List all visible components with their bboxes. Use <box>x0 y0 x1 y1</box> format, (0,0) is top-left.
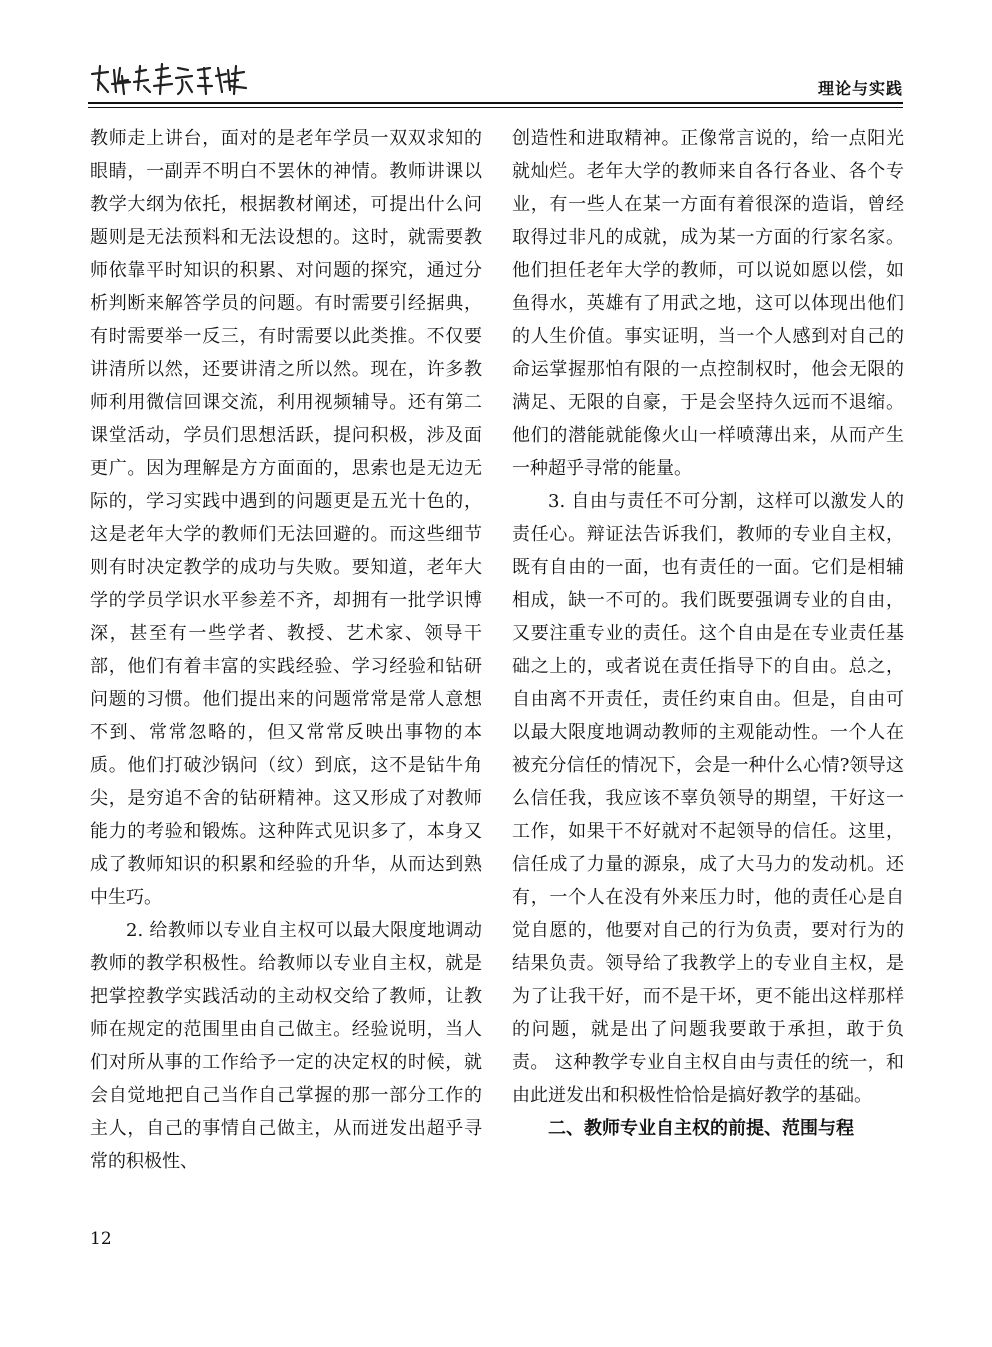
page-header <box>88 52 903 112</box>
left-paragraph-2: 2. 给教师以专业自主权可以最大限度地调动教师的教学积极性。给教师以专业自主权，就是把掌控教学实践活动的主动权交给了教师，让教师在规定的范围里由自己做主。经验说明，当人们对所从事的工作给予一定的决定权的时候，就会自觉地把自己当作自己掌握的那一部分工作的主人，自己的事情自己做主，从而迸发出超乎寻常的积极性、 <box>90 920 482 1172</box>
header-rule-thick <box>88 102 903 104</box>
right-paragraph-2: 3. 自由与责任不可分割，这样可以激发人的责任心。辩证法告诉我们，教师的专业自主权，既有自由的一面，也有责任的一面。它们是相辅相成，缺一不可的。我们既要强调专业的自由，又要注重专业的责任。这个自由是在专业责任基础之上的，或者说在责任指导下的自由。总之，自由离不开责任，责任约束自由。但是，自由可以最大限度地调动教师的主观能动性。一个人在被充分信任的情况下，会是一种什么心情?领导这么信任我，我应该不辜负领导的期望，干好这一工作，如果干不好就对不起领导的信任。这里，信任成了力量的源泉，成了大马力的发动机。还有，一个人在没有外来压力时，他的责任心是自觉自愿的，他要对自己的行为负责，要对行为的结果负责。领导给了我教学上的专业自主权，是为了让我干好，而不是干坏，更不能出这样那样的问题，就是出了问题我要敢于承担，敢于负责。 这种教学专业自主权自由与责任的统一，和由此迸发出和积极性恰恰是搞好教学的基础。 <box>512 491 904 1106</box>
right-paragraph-1: 创造性和进取精神。正像常言说的，给一点阳光就灿烂。老年大学的教师来自各行各业、各个专业，有一些人在某一方面有着很深的造诣，曾经取得过非凡的成就，成为某一方面的行家名家。他们担任老年大学的教师，可以说如愿以偿，如鱼得水，英雄有了用武之地，这可以体现出他们的人生价值。事实证明，当一个人感到对自己的命运掌握那怕有限的一点控制权时，他会无限的满足、无限的自豪，于是会坚持久远而不退缩。他们的潜能就能像火山一样喷薄出来，从而产生一种超乎寻常的能量。 <box>512 128 904 479</box>
left-column <box>90 122 482 1178</box>
journal-calligraphy-logo <box>88 60 248 98</box>
right-column <box>512 122 904 1145</box>
left-paragraph-1: 教师走上讲台，面对的是老年学员一双双求知的眼睛，一副弄不明白不罢休的神情。教师讲课以教学大纲为依托，根据教材阐述，可提出什么问题则是无法预料和无法设想的。这时，就需要教师依靠平时知识的积累、对问题的探究，通过分析判断来解答学员的问题。有时需要引经据典，有时需要举一反三，有时需要以此类推。不仅要讲清所以然，还要讲清之所以然。现在，许多教师利用微信回课交流，利用视频辅导。还有第二课堂活动，学员们思想活跃，提问积极，涉及面更广。因为理解是方方面面的，思索也是无边无际的，学习实践中遇到的问题更是五光十色的，这是老年大学的教师们无法回避的。而这些细节则有时决定教学的成功与失败。要知道，老年大学的学员学识水平参差不齐，却拥有一批学识博深，甚至有一些学者、教授、艺术家、领导干部，他们有着丰富的实践经验、学习经验和钻研问题的习惯。他们提出来的问题常常是常人意想不到、常常忽略的，但又常常反映出事物的本质。他们打破沙锅问（纹）到底，这不是钻牛角尖，是穷追不舍的钻研精神。这又形成了对教师能力的考验和锻炼。这种阵式见识多了，本身又成了教师知识的积累和经验的升华，从而达到熟中生巧。 <box>90 128 482 908</box>
page-number: 12 <box>90 1229 112 1249</box>
header-rule-thin <box>88 107 903 108</box>
section-title: 理论与实践 <box>817 79 903 98</box>
section-heading: 二、教师专业自主权的前提、范围与程 <box>548 1118 854 1139</box>
